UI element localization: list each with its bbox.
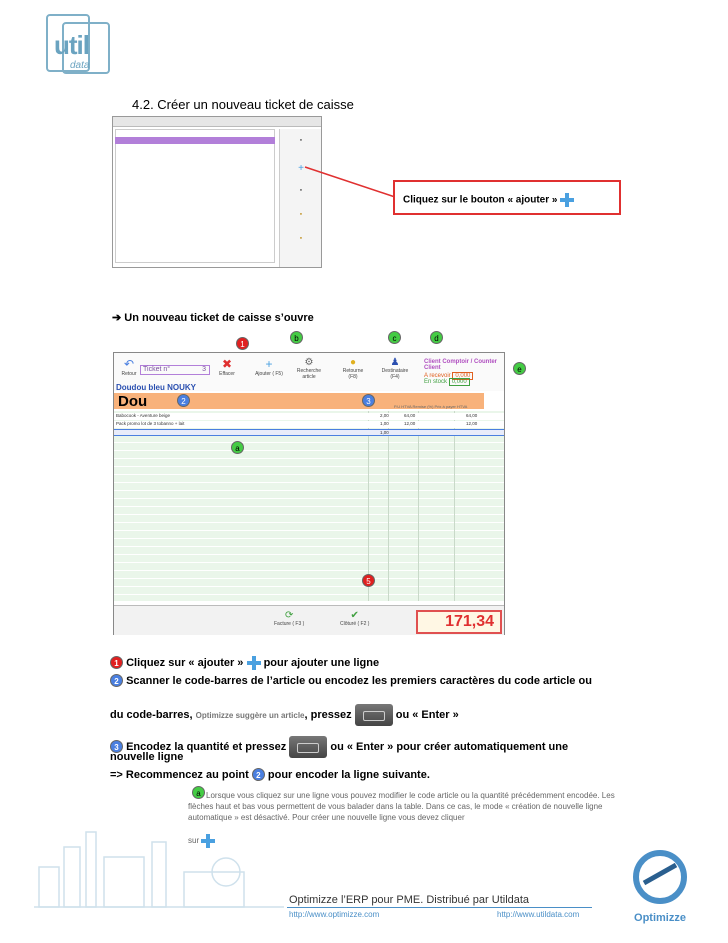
callout-add-button	[393, 180, 621, 215]
shot1-btn-add-icon: +	[298, 163, 304, 174]
screenshot-ticket-list	[112, 116, 322, 268]
s2-barcode-input: Dou	[114, 393, 484, 409]
shot1-btn-search: ●	[299, 187, 303, 192]
s2-bottom-bar	[114, 605, 504, 635]
callout-text: Cliquez sur le bouton « ajouter »	[403, 193, 574, 207]
optimizze-logo	[614, 847, 706, 927]
add-plus-icon: +	[265, 357, 273, 371]
shot1-list	[115, 129, 275, 263]
footer-title: Optimizze l’ERP pour PME. Distribué par Utildata	[289, 894, 530, 906]
badge-1: 1	[236, 337, 249, 350]
shot1-toolbar	[113, 117, 321, 127]
shot1-btn-edit: ●	[299, 137, 303, 142]
s2-article-title: Doudou bleu NOUKY	[116, 383, 196, 392]
person-icon: ♟	[390, 357, 400, 368]
note-text: Lorsque vous cliquez sur une ligne vous pouvez modifier le code article ou la quantité précédemment encodée. Les flèches haut et bas vous permettent de vous balader dans la table. Dans ce cas, le mode « création de nouvelle ligne automatique » est désactivé. Pour créer une nouvelle ligne vous devez cliquer	[188, 791, 615, 822]
instruction-2b: du code-barres, Optimizze suggère un article, pressez ou « Enter »	[110, 704, 630, 726]
logo-sub: data	[70, 60, 90, 71]
ticket-field: Ticket n° 3	[140, 365, 210, 375]
note-sur: sur	[188, 834, 215, 848]
s2-cloture: ✔ Clôturé ( F2 )	[340, 610, 370, 627]
instruction-4: => Recommencez au point 2 pour encoder la ligne suivante.	[110, 769, 430, 781]
skyline-illustration	[34, 812, 284, 912]
note-badge-a: a	[192, 786, 205, 799]
logo-brand: util	[54, 30, 89, 60]
table-row: Babocook - Aventure beige 2,00 64,00 64,00	[114, 413, 504, 420]
shot1-selected-row	[115, 137, 275, 144]
s2-retourne: ● Retourne (F8)	[338, 357, 368, 380]
s2-facture: ⟳ Facture ( F3 )	[274, 610, 305, 627]
s2-col-header: P.U HTVA Remise (%) Prix à payer HTVA	[394, 404, 468, 409]
badge-c: c	[388, 331, 401, 344]
badge-e: e	[513, 362, 526, 375]
s2-effacer: ✖ Effacer	[212, 357, 242, 377]
instruction-2: 2 Scanner le code-barres de l’article ou encodez les premiers caractères du code article ou	[110, 674, 630, 688]
footer-divider	[287, 907, 592, 908]
table-row-active: 1,00	[114, 429, 504, 436]
delete-x-icon: ✖	[221, 357, 233, 371]
s2-grid	[114, 411, 504, 601]
shot1-btn-settings: ●	[299, 211, 303, 216]
back-arrow-icon: ↶	[123, 357, 135, 371]
s2-recherche: ⚙ Recherche article	[294, 357, 324, 380]
optimizze-brand: Optimizze	[634, 912, 686, 924]
invoice-icon: ⟳	[284, 610, 294, 621]
badge-5: 5	[362, 574, 375, 587]
table-row: Pack promo lot de 3 tobanno + lait 1,00 12,00 12,00	[114, 421, 504, 428]
badge-2: 2	[177, 394, 190, 407]
new-ticket-caption: ➔ Un nouveau ticket de caisse s’ouvre	[112, 312, 314, 324]
check-icon: ✔	[350, 610, 359, 621]
shot1-btn-stats: ●	[299, 235, 303, 240]
return-icon: ●	[349, 357, 357, 368]
footer-link-optimizze[interactable]: http://www.optimizze.com	[289, 910, 380, 919]
search-icon: ⚙	[304, 357, 314, 368]
s2-client-panel: Client Comptoir / Counter Client A recevoir 0,000 En stock 0,000	[424, 359, 497, 385]
screenshot-new-ticket	[113, 352, 505, 635]
s2-total: 171,34	[416, 610, 502, 634]
optimizze-logo-icon	[614, 847, 706, 907]
instruction-3: 3 Encodez la quantité et pressez ou « Enter » pour créer automatiquement une	[110, 736, 630, 758]
instruction-3b: nouvelle ligne	[110, 751, 184, 763]
instruction-1: 1 Cliquez sur « ajouter » pour ajouter une ligne	[110, 656, 630, 670]
s2-ajouter: + Ajouter ( F5)	[255, 357, 283, 377]
plus-icon	[560, 193, 574, 207]
badge-d: d	[430, 331, 443, 344]
s2-retour: ↶ Retour	[114, 357, 144, 377]
badge-3: 3	[362, 394, 375, 407]
plus-icon	[247, 656, 261, 670]
enter-key-icon	[355, 704, 393, 726]
s2-destinataire: ♟ Destinataire (F4)	[381, 357, 409, 380]
utildata-logo	[40, 14, 112, 76]
shot1-sidebar	[279, 129, 321, 267]
badge-b: b	[290, 331, 303, 344]
badge-a: a	[231, 441, 244, 454]
footer-link-utildata[interactable]: http://www.utildata.com	[497, 910, 580, 919]
section-title: 4.2. Créer un nouveau ticket de caisse	[132, 97, 354, 112]
